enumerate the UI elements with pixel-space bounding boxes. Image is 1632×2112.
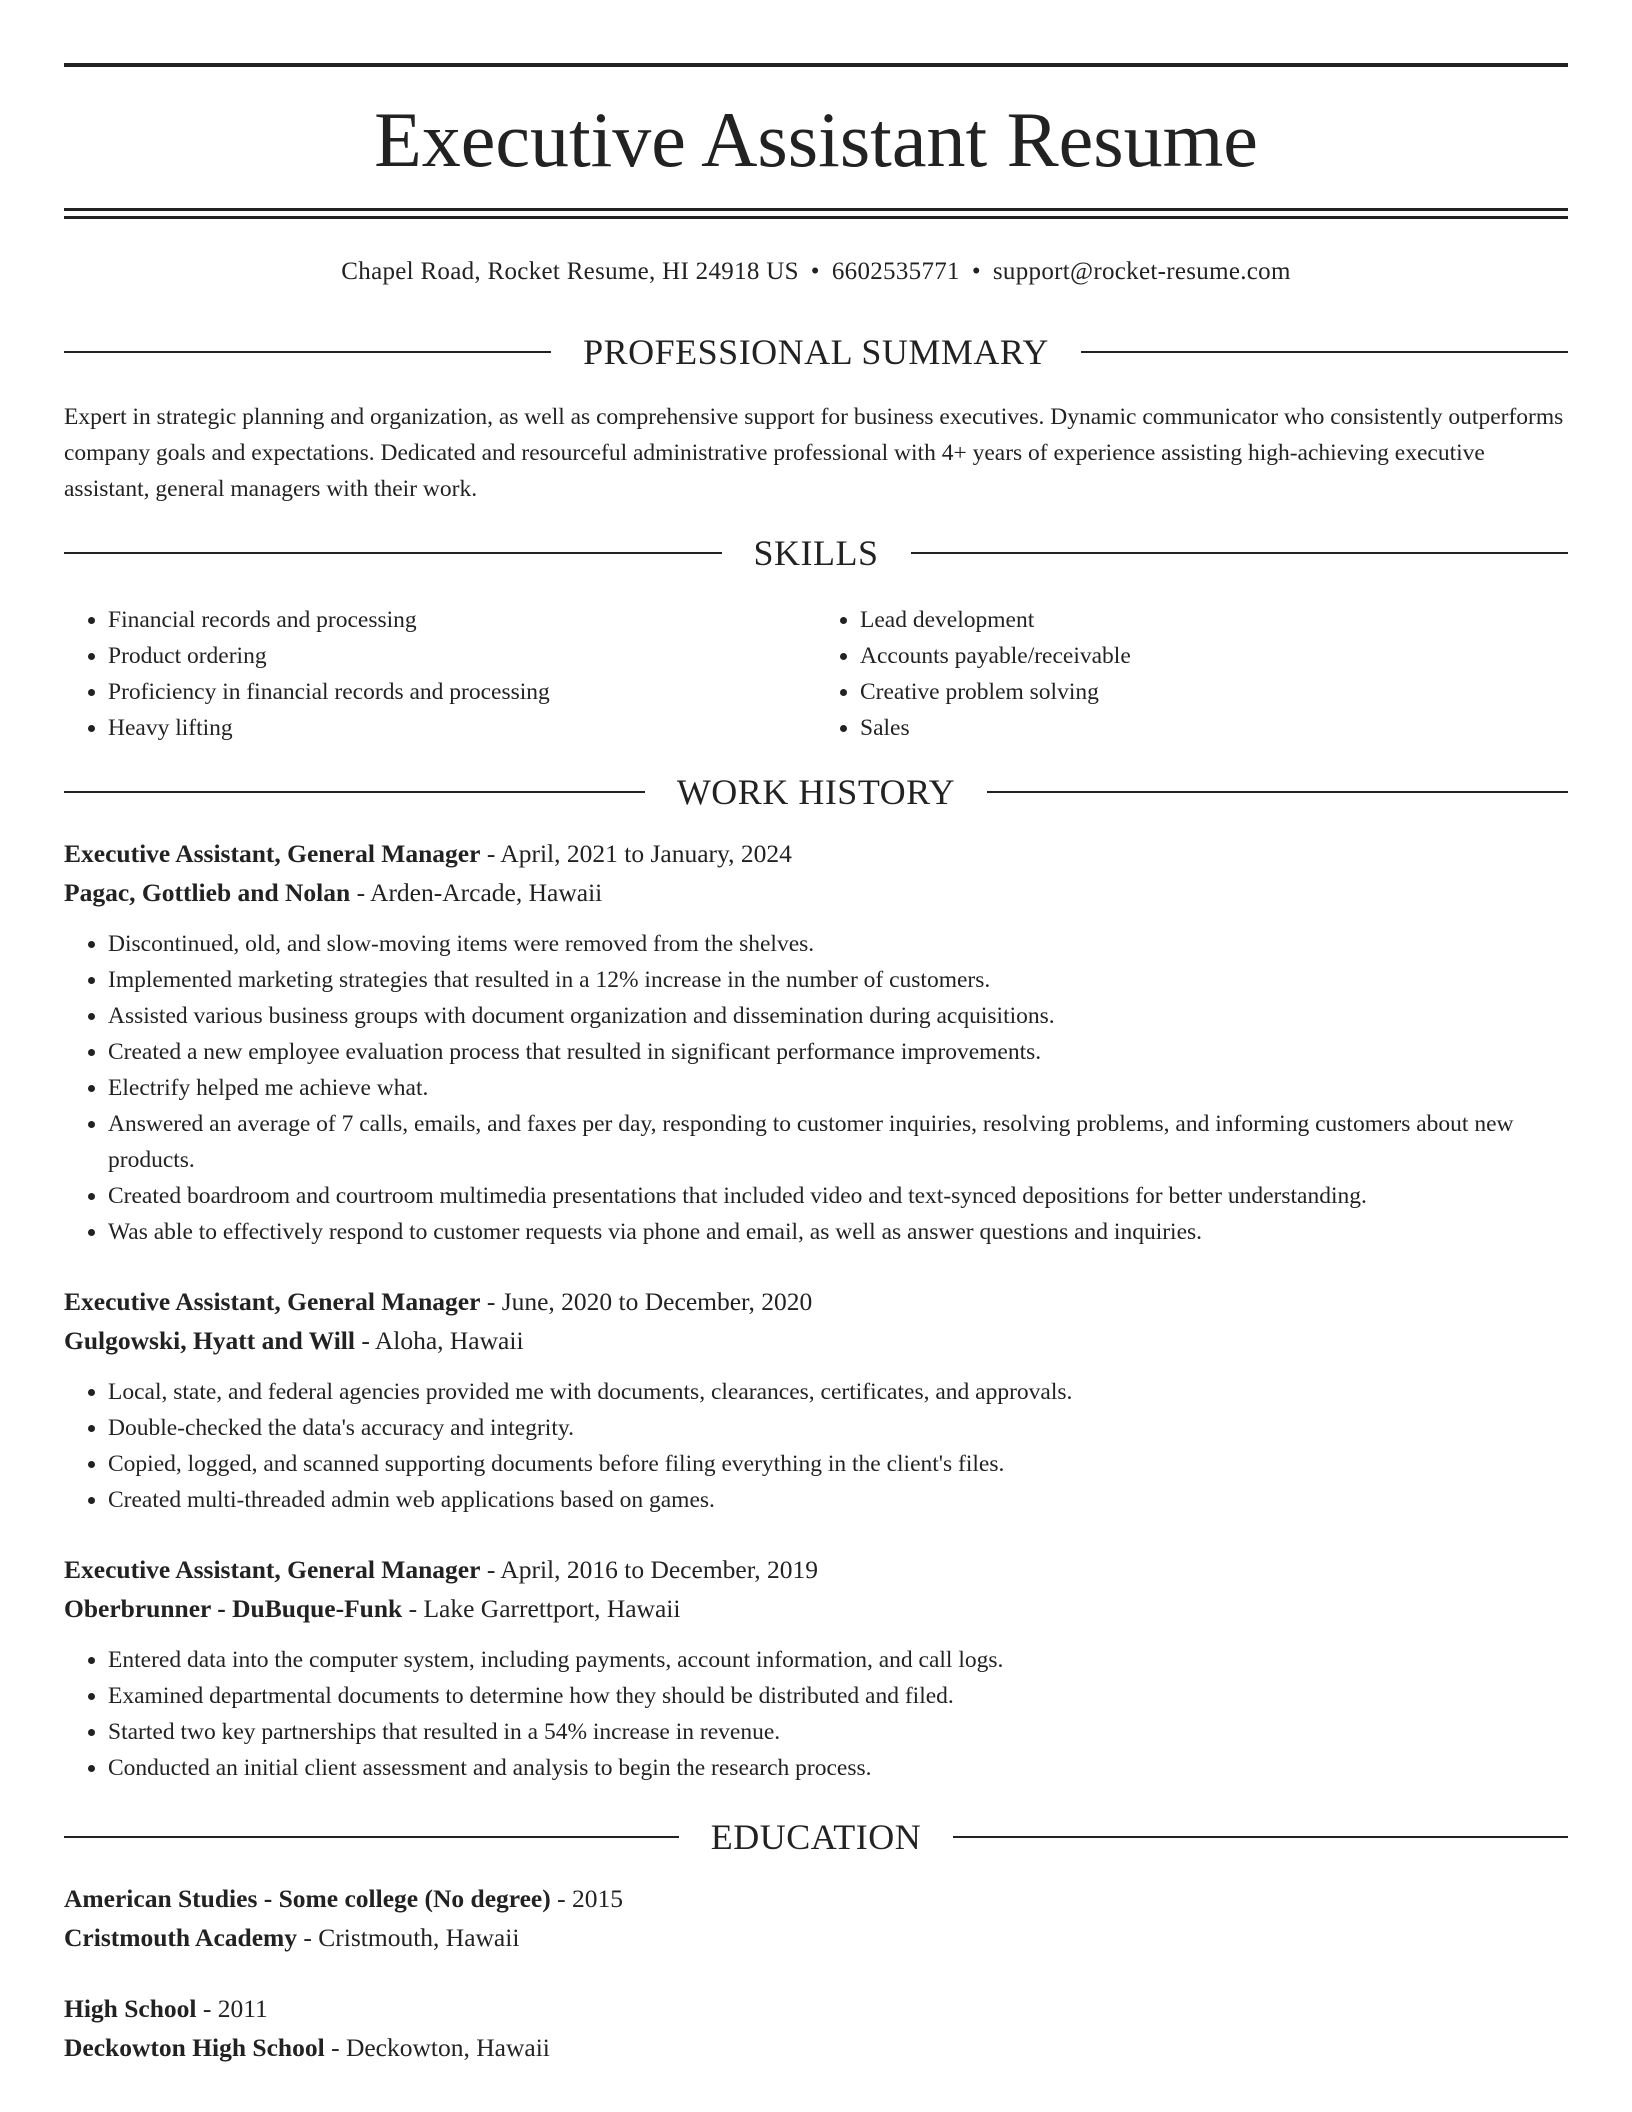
job-bullet: • Copied, logged, and scanned supporting documents before filing everything in the client's files. xyxy=(108,1446,1568,1482)
job-bullet: • Conducted an initial client assessment and analysis to begin the research process. xyxy=(108,1750,1568,1786)
contact-address: Chapel Road, Rocket Resume, HI 24918 US xyxy=(341,258,799,285)
education-entry xyxy=(64,1989,1568,2067)
skill-item: • Heavy lifting xyxy=(108,710,816,746)
page-title: Executive Assistant Resume xyxy=(374,96,1258,183)
section-rule xyxy=(64,1836,679,1838)
contact-separator: • xyxy=(971,258,981,285)
contact-phone: 6602535771 xyxy=(831,258,960,285)
job-title: Executive Assistant, General Manager xyxy=(64,839,481,868)
job-entry xyxy=(64,1282,1568,1518)
job-bullet: • Examined departmental documents to determine how they should be distributed and filed. xyxy=(108,1678,1568,1714)
skills-column-left xyxy=(64,602,816,746)
education-year: - 2011 xyxy=(196,1994,268,2023)
job-bullets xyxy=(64,926,1568,1250)
job-bullet: • Created multi-threaded admin web applications based on games. xyxy=(108,1482,1568,1518)
job-bullets xyxy=(64,1374,1568,1518)
education-degree: High School xyxy=(64,1994,197,2023)
job-bullet: • Electrify helped me achieve what. xyxy=(108,1070,1568,1106)
job-bullet: • Created a new employee evaluation process that resulted in significant performance improvements. xyxy=(108,1034,1568,1070)
skill-item: • Sales xyxy=(860,710,1568,746)
summary-text: Expert in strategic planning and organization, as well as comprehensive support for business executives. Dynamic communicator who consistently outperforms company goals and expectations. Dedicated and resourceful administrative professional with 4+ years of experience assisting high-achieving executive assistant, general managers with their work. xyxy=(64,404,1564,502)
contact-line xyxy=(64,256,1568,288)
section-rule xyxy=(64,552,722,554)
job-bullet: • Discontinued, old, and slow-moving items were removed from the shelves. xyxy=(108,926,1568,962)
section-rule xyxy=(911,552,1569,554)
job-bullet: • Entered data into the computer system, including payments, account information, and call logs. xyxy=(108,1642,1568,1678)
job-title-line xyxy=(64,1550,1568,1589)
skill-item: • Lead development xyxy=(860,602,1568,638)
job-company-line xyxy=(64,1321,1568,1360)
contact-separator: • xyxy=(810,258,820,285)
title-double-rule xyxy=(64,208,1568,219)
section-header-summary xyxy=(64,332,1568,372)
section-rule xyxy=(987,791,1568,793)
skill-item: • Financial records and processing xyxy=(108,602,816,638)
job-location: - Lake Garrettport, Hawaii xyxy=(402,1594,681,1623)
education-degree: American Studies - Some college (No degree) xyxy=(64,1884,551,1913)
job-title-line xyxy=(64,834,1568,873)
job-title-line xyxy=(64,1282,1568,1321)
skill-item: • Proficiency in financial records and processing xyxy=(108,674,816,710)
skill-item: • Creative problem solving xyxy=(860,674,1568,710)
job-bullet: • Started two key partnerships that resulted in a 54% increase in revenue. xyxy=(108,1714,1568,1750)
education-entry xyxy=(64,1879,1568,1957)
section-header-skills xyxy=(64,533,1568,573)
job-title: Executive Assistant, General Manager xyxy=(64,1287,481,1316)
job-bullet: • Implemented marketing strategies that resulted in a 12% increase in the number of customers. xyxy=(108,962,1568,998)
job-bullet: • Was able to effectively respond to customer requests via phone and email, as well as answer questions and inquiries. xyxy=(108,1214,1568,1250)
education-degree-line xyxy=(64,1989,1568,2028)
section-title-skills: SKILLS xyxy=(753,533,879,573)
education-location: - Cristmouth, Hawaii xyxy=(297,1923,520,1952)
job-bullet: • Answered an average of 7 calls, emails, and faxes per day, responding to customer inquiries, resolving problems, and informing customers about new products. xyxy=(108,1106,1568,1178)
job-location: - Arden-Arcade, Hawaii xyxy=(350,878,603,907)
job-location: - Aloha, Hawaii xyxy=(354,1326,524,1355)
job-dates: - June, 2020 to December, 2020 xyxy=(480,1287,813,1316)
job-company: Gulgowski, Hyatt and Will xyxy=(64,1326,355,1355)
job-entry xyxy=(64,1550,1568,1786)
skill-item: • Accounts payable/receivable xyxy=(860,638,1568,674)
education-school-line xyxy=(64,1918,1568,1957)
job-entry xyxy=(64,834,1568,1250)
section-rule xyxy=(1081,351,1568,353)
job-title: Executive Assistant, General Manager xyxy=(64,1555,481,1584)
job-company: Oberbrunner - DuBuque-Funk xyxy=(64,1594,403,1623)
education-location: - Deckowton, Hawaii xyxy=(324,2033,550,2062)
section-title-work: WORK HISTORY xyxy=(676,772,956,812)
job-bullet: • Local, state, and federal agencies provided me with documents, clearances, certificates, and approvals. xyxy=(108,1374,1568,1410)
job-company-line xyxy=(64,873,1568,912)
section-rule xyxy=(953,1836,1568,1838)
education-year: - 2015 xyxy=(550,1884,623,1913)
section-rule xyxy=(64,351,551,353)
job-bullet: • Assisted various business groups with document organization and dissemination during acquisitions. xyxy=(108,998,1568,1034)
section-rule xyxy=(64,791,645,793)
job-dates: - April, 2021 to January, 2024 xyxy=(480,839,792,868)
education-school: Deckowton High School xyxy=(64,2033,325,2062)
education-school: Cristmouth Academy xyxy=(64,1923,298,1952)
job-bullet: • Double-checked the data's accuracy and integrity. xyxy=(108,1410,1568,1446)
skills-column-right xyxy=(816,602,1568,746)
section-header-work xyxy=(64,772,1568,812)
skills-list xyxy=(64,602,1568,746)
section-title-education: EDUCATION xyxy=(710,1817,922,1857)
top-rule xyxy=(64,63,1568,67)
education-degree-line xyxy=(64,1879,1568,1918)
job-bullets xyxy=(64,1642,1568,1786)
job-dates: - April, 2016 to December, 2019 xyxy=(480,1555,818,1584)
education-school-line xyxy=(64,2028,1568,2067)
contact-email: support@rocket-resume.com xyxy=(992,258,1291,285)
section-header-education xyxy=(64,1817,1568,1857)
job-company: Pagac, Gottlieb and Nolan xyxy=(64,878,351,907)
skill-item: • Product ordering xyxy=(108,638,816,674)
section-title-summary: PROFESSIONAL SUMMARY xyxy=(583,332,1049,372)
job-bullet: • Created boardroom and courtroom multimedia presentations that included video and text-synced depositions for better understanding. xyxy=(108,1178,1568,1214)
job-company-line xyxy=(64,1589,1568,1628)
